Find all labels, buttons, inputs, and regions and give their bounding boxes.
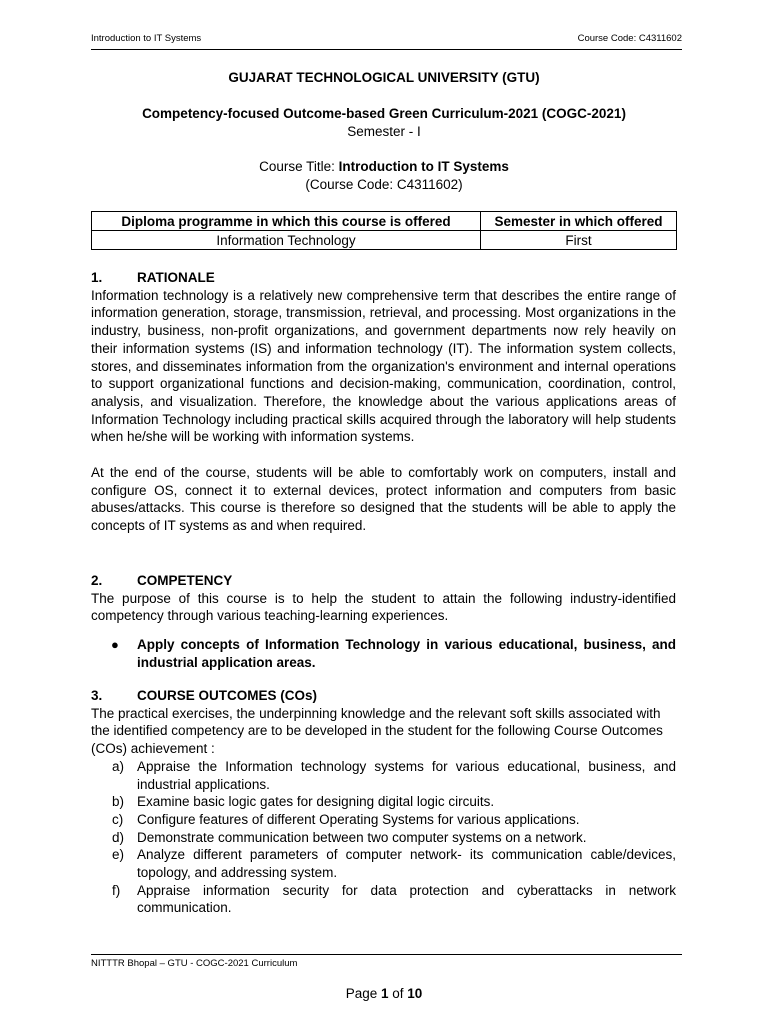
table-header-cell: Diploma programme in which this course is offered xyxy=(92,212,481,231)
item-letter: a) xyxy=(112,758,125,774)
item-text: Examine basic logic gates for designing digital logic circuits. xyxy=(137,794,495,810)
item-text: Appraise the Information technology systems for various educational, business, and industrial applications. xyxy=(137,758,676,792)
table-cell: Information Technology xyxy=(92,231,481,250)
course-code-line: (Course Code: C4311602) xyxy=(305,177,463,192)
semester-line: Semester - I xyxy=(347,124,421,139)
course-outcomes-intro: The practical exercises, the underpinning knowledge and the relevant soft skills associated with the identified competency are to be developed in the student for the following Course Outcomes (COs) achievement : xyxy=(91,705,663,757)
page-footer xyxy=(91,954,682,969)
competency-intro: The purpose of this course is to help the student to attain the following industry-identified competency through various teaching-learning experiences. xyxy=(91,590,676,624)
page-of: of xyxy=(388,986,408,1001)
item-text: Configure features of different Operating Systems for various applications. xyxy=(137,811,580,827)
list-item xyxy=(91,846,676,881)
list-item xyxy=(91,882,676,917)
section-number: 2. xyxy=(91,573,103,588)
bullet-icon: ● xyxy=(111,637,119,653)
item-text: Demonstrate communication between two computer systems on a network. xyxy=(137,829,587,845)
list-item xyxy=(91,793,676,811)
page-number xyxy=(0,986,768,1001)
section-title: RATIONALE xyxy=(137,270,215,285)
section-number: 1. xyxy=(91,270,103,285)
section-title: COMPETENCY xyxy=(137,573,233,588)
course-title-label: Course Title: xyxy=(259,159,339,174)
table-row xyxy=(92,231,677,250)
page-current: 1 xyxy=(380,986,389,1001)
university-title: GUJARAT TECHNOLOGICAL UNIVERSITY (GTU) xyxy=(228,70,540,85)
list-item xyxy=(91,758,676,793)
section-number: 3. xyxy=(91,688,103,703)
rationale-paragraph: At the end of the course, students will be able to comfortably work on computers, install and configure OS, connect it to external devices, protect information and computers from basic abuses/attacks. This course is therefore so designed that the students will be able to apply the concepts of IT systems as and when required. xyxy=(91,465,676,534)
course-title-value: Introduction to IT Systems xyxy=(338,159,509,174)
rationale-paragraph: Information technology is a relatively new comprehensive term that describes the entire range of information generation, storage, transmission, retrieval, and processing. Most organizations in the industry, business, non-profit organizations, and government departments now rely heavily on their information systems (IS) and information technology (IT). The information system collects, stores, and disseminates information from the organization's environment and internal operations to support organizational functions and decision-making, communication, coordination, control, analysis, and visualization. Therefore, the knowledge about the various applications areas of Information Technology including practical skills acquired through the laboratory will help students when he/she will be working with information systems. xyxy=(91,287,676,445)
item-text: Analyze different parameters of computer network- its communication cable/devices, topology, and addressing system. xyxy=(137,847,676,881)
item-letter: b) xyxy=(112,794,125,810)
item-letter: f) xyxy=(112,882,121,898)
course-outcomes-list xyxy=(91,758,676,917)
item-letter: c) xyxy=(112,811,124,827)
curriculum-title: Competency-focused Outcome-based Green Curriculum-2021 (COGC-2021) xyxy=(142,106,626,121)
page-label: Page xyxy=(345,986,381,1001)
list-item xyxy=(91,811,676,829)
course-title-line xyxy=(0,159,768,174)
table-header-cell: Semester in which offered xyxy=(481,212,677,231)
course-outcomes-section xyxy=(91,687,676,917)
list-item xyxy=(91,829,676,847)
table-cell: First xyxy=(481,231,677,250)
item-letter: e) xyxy=(112,847,125,863)
table-header-row xyxy=(92,212,677,231)
header-course-title: Introduction to IT Systems xyxy=(91,33,202,44)
item-text: Appraise information security for data protection and cyberattacks in network communication. xyxy=(137,882,676,916)
section-heading xyxy=(91,687,676,705)
programme-offer-table xyxy=(91,211,677,250)
section-heading xyxy=(91,269,676,287)
page-total: 10 xyxy=(407,986,423,1001)
footer-text: NITTTR Bhopal – GTU - COGC-2021 Curriculum xyxy=(91,958,298,969)
rationale-section xyxy=(91,269,676,535)
section-title: COURSE OUTCOMES (COs) xyxy=(137,688,318,703)
section-heading xyxy=(91,572,676,590)
header-course-code: Course Code: C4311602 xyxy=(577,33,682,44)
competency-section xyxy=(91,572,676,672)
list-item xyxy=(91,636,676,671)
running-header xyxy=(91,33,682,50)
competency-statement: Apply concepts of Information Technology in various educational, business, and industrial application areas. xyxy=(137,637,676,670)
item-letter: d) xyxy=(112,829,125,845)
